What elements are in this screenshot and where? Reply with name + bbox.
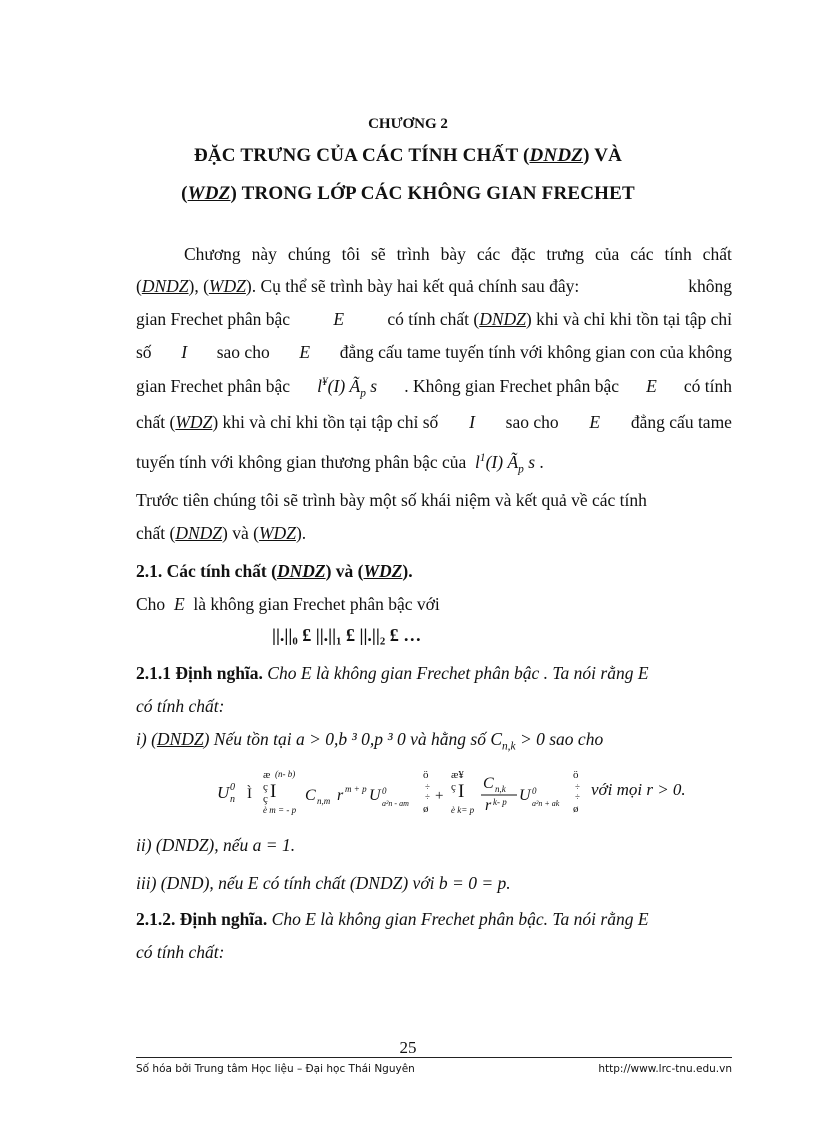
intro-line-3 <box>136 309 732 330</box>
intro-l1-word: chúng <box>287 244 331 264</box>
svg-text:U: U <box>519 787 531 804</box>
intro-l9-b: ) và ( <box>222 523 259 543</box>
intro-l2-c: ). Cụ thể sẽ trình bày hai kết quả chính sau đây: <box>245 276 580 296</box>
cho-a: Cho <box>136 594 166 614</box>
svg-text:I: I <box>270 781 277 802</box>
intro-l7-formula <box>475 452 536 476</box>
chapter-title-line1 <box>0 145 816 167</box>
intro-l1-word: đặc <box>511 244 536 264</box>
svg-text:ø: ø <box>423 803 429 815</box>
intro-l9-c: ). <box>295 523 307 543</box>
svg-text:ç: ç <box>263 793 268 805</box>
svg-text:n: n <box>230 794 235 805</box>
intro-l3-E: E <box>333 309 345 329</box>
intro-l1-word: tính <box>664 244 692 264</box>
s21-dndz: DNDZ <box>276 561 326 581</box>
chapter-label: CHƯƠNG 2 <box>368 116 448 132</box>
intro-l4-I: I <box>181 342 188 362</box>
l7-end: . <box>539 452 544 472</box>
svg-text:ö: ö <box>573 769 579 781</box>
def-2-1-1-i <box>136 729 603 753</box>
title2-open: ( <box>181 183 188 204</box>
intro-l2-end: không <box>688 276 732 296</box>
intro-l6-c: sao cho <box>505 412 559 432</box>
title2-suffix: ) TRONG LỚP CÁC KHÔNG GIAN FRECHET <box>230 183 635 204</box>
intro-l4-c: đẳng cấu tame tuyến tính với không gian con của không <box>339 342 732 362</box>
title1-dndz: DNDZ <box>529 145 584 166</box>
l5-l: l <box>317 376 322 396</box>
svg-text:0: 0 <box>382 786 387 796</box>
def212-label: 2.1.2. Định nghĩa. <box>136 909 268 929</box>
s21-label: 2.1. Các tính chất ( <box>136 561 277 581</box>
svg-text:ö: ö <box>423 769 429 781</box>
intro-line-1 <box>184 244 732 265</box>
intro-l5-formula <box>317 376 377 400</box>
svg-text:0: 0 <box>532 786 537 796</box>
svg-text:+: + <box>435 788 444 804</box>
svg-text:k- p: k- p <box>493 797 507 807</box>
def-2-1-1-line1 <box>136 663 649 684</box>
i-sub: n,k <box>502 740 516 753</box>
section-2-1-heading <box>136 561 413 582</box>
intro-l1-word: trình <box>396 244 430 264</box>
cho-E: E <box>173 594 185 614</box>
i-prefix: i) ( <box>136 729 157 749</box>
intro-l1-word: chất <box>702 244 732 264</box>
intro-line-2 <box>136 276 732 297</box>
l7-f3: s <box>528 452 536 472</box>
intro-l1-word: bày <box>440 244 466 264</box>
intro-line-6 <box>136 412 732 433</box>
def211-text: Cho E là không gian Frechet phân bậc . Ta nói rằng E <box>267 663 649 683</box>
intro-l5-c: có tính <box>683 376 732 396</box>
intro-l6-left <box>136 412 438 433</box>
l7-sub: p <box>518 463 524 476</box>
footer-left: Số hóa bởi Trung tâm Học liệu – Đại học Thái Nguyên <box>136 1063 415 1075</box>
intro-l2-dndz: DNDZ <box>141 276 189 296</box>
intro-l1-word: Chương <box>184 244 241 264</box>
intro-l1-word: các <box>476 244 501 264</box>
svg-text:C: C <box>483 775 494 792</box>
intro-l2-a: ( <box>136 276 142 296</box>
svg-text:0: 0 <box>230 782 235 793</box>
svg-text:a²n + ak: a²n + ak <box>532 799 560 808</box>
svg-text:r: r <box>337 787 344 804</box>
title1-suffix: ) VÀ <box>583 145 623 166</box>
def-2-1-1-iii: iii) (DND), nếu E có tính chất (DNDZ) với b = 0 = p. <box>136 873 511 893</box>
s21-end: ). <box>402 561 413 581</box>
svg-text:æ: æ <box>263 769 271 781</box>
title1-prefix: ĐẶC TRƯNG CỦA CÁC TÍNH CHẤT ( <box>193 145 530 166</box>
def-2-1-2-line2: có tính chất: <box>136 942 225 962</box>
l7-l: l <box>475 452 480 472</box>
footer-divider <box>136 1057 732 1058</box>
l5-sub: p <box>360 387 366 400</box>
cho-b: là không gian Frechet phân bậc với <box>193 594 440 614</box>
s21-wdz: WDZ <box>363 561 403 581</box>
svg-text:r: r <box>485 797 492 814</box>
svg-text:C: C <box>305 787 316 804</box>
svg-text:÷: ÷ <box>425 782 430 792</box>
def-2-1-1-line2: có tính chất: <box>136 696 225 716</box>
intro-l2-b: ), ( <box>188 276 209 296</box>
svg-text:U: U <box>217 783 230 802</box>
footer-url[interactable]: http://www.lrc-tnu.edu.vn <box>598 1063 732 1075</box>
svg-text:ø: ø <box>573 803 579 815</box>
intro-l4-E: E <box>299 342 311 362</box>
intro-line-4 <box>136 342 732 363</box>
intro-l3-b: có tính chất ( <box>387 309 480 329</box>
l7-f2: (I) Ã <box>485 452 519 472</box>
intro-l5-a: gian Frechet phân bậc <box>136 376 291 396</box>
intro-l9-a: chất ( <box>136 523 176 543</box>
def-2-1-1-ii: ii) (DNDZ), nếu a = 1. <box>136 835 296 855</box>
i-dndz: DNDZ <box>156 729 204 749</box>
intro-l1-word: trưng <box>546 244 585 264</box>
svg-text:n,k: n,k <box>495 784 506 794</box>
l5-f2: (I) Ã <box>327 376 361 396</box>
l5-sup: ¥ <box>321 376 328 389</box>
def212-text: Cho E là không gian Frechet phân bậc. Ta nói rằng E <box>271 909 649 929</box>
intro-l6-E: E <box>589 412 601 432</box>
intro-l1-word: của <box>594 244 620 264</box>
page-number: 25 <box>399 1038 417 1057</box>
svg-text:÷: ÷ <box>575 782 580 792</box>
svg-text:ç: ç <box>263 781 268 793</box>
def211-label: 2.1.1 Định nghĩa. <box>136 663 263 683</box>
intro-l5-b: . Không gian Frechet phân bậc <box>404 376 619 396</box>
svg-text:ç: ç <box>451 781 456 793</box>
svg-text:a²n - am: a²n - am <box>382 799 409 808</box>
intro-l2-left <box>136 276 579 297</box>
def-2-1-2-line1 <box>136 909 649 930</box>
intro-l9-wdz: WDZ <box>258 523 296 543</box>
norm-chain: ||.||₀ £ ||.||₁ £ ||.||₂ £ … <box>272 625 422 645</box>
svg-text:è k= p: è k= p <box>451 805 475 815</box>
intro-l3-a: gian Frechet phân bậc <box>136 309 291 329</box>
intro-l6-d: đẳng cấu tame <box>630 412 732 432</box>
l7-sup: 1 <box>479 452 486 465</box>
intro-l2-wdz: WDZ <box>208 276 246 296</box>
intro-l6-wdz: WDZ <box>175 412 213 432</box>
intro-l4-b: sao cho <box>216 342 270 362</box>
intro-line-9 <box>136 523 306 544</box>
intro-l6-b: ) khi và chỉ khi tồn tại tập chỉ số <box>212 412 439 432</box>
intro-l9-dndz: DNDZ <box>175 523 223 543</box>
svg-text:I: I <box>458 781 465 802</box>
intro-l7-a: tuyến tính với không gian thương phân bậc của <box>136 452 467 472</box>
intro-l5-E: E <box>646 376 657 396</box>
chapter-title-line2 <box>0 183 816 205</box>
svg-text:è m = - p: è m = - p <box>263 805 297 815</box>
intro-l4-a: số <box>136 342 152 362</box>
svg-text:÷: ÷ <box>575 792 580 802</box>
title2-wdz: WDZ <box>187 183 231 204</box>
i-text2: > 0 sao cho <box>515 729 604 749</box>
formula-tail: với mọi r > 0. <box>591 780 686 799</box>
intro-line-7 <box>136 452 544 476</box>
inequality-formula <box>215 768 735 820</box>
svg-text:m + p: m + p <box>345 784 367 794</box>
intro-l6-a: chất ( <box>136 412 176 432</box>
intro-l3-dndz: DNDZ <box>479 309 526 329</box>
intro-l3-right <box>387 309 732 330</box>
section-2-1-cho <box>136 594 440 615</box>
s21-mid: ) và ( <box>325 561 364 581</box>
svg-text:U: U <box>369 787 381 804</box>
intro-l6-I: I <box>469 412 475 432</box>
intro-line-8: Trước tiên chúng tôi sẽ trình bày một số khái niệm và kết quả về các tính <box>136 490 647 510</box>
svg-text:÷: ÷ <box>425 792 430 802</box>
intro-line-5 <box>136 376 732 400</box>
i-text: ) Nếu tồn tại a > 0,b ³ 0,p ³ 0 và hằng số C <box>203 729 502 749</box>
intro-l1-word: tôi <box>341 244 361 264</box>
svg-text:(n- b): (n- b) <box>275 769 296 779</box>
svg-text:n,m: n,m <box>317 796 331 806</box>
intro-l1-word: các <box>630 244 654 264</box>
svg-text:æ¥: æ¥ <box>451 769 464 781</box>
svg-text:Ì: Ì <box>247 786 252 802</box>
l5-f3: s <box>370 376 378 396</box>
intro-l1-word: sẽ <box>371 244 386 264</box>
intro-l1-word: này <box>251 244 277 264</box>
intro-l3-c: ) khi và chỉ khi tồn tại tập chỉ <box>525 309 732 329</box>
